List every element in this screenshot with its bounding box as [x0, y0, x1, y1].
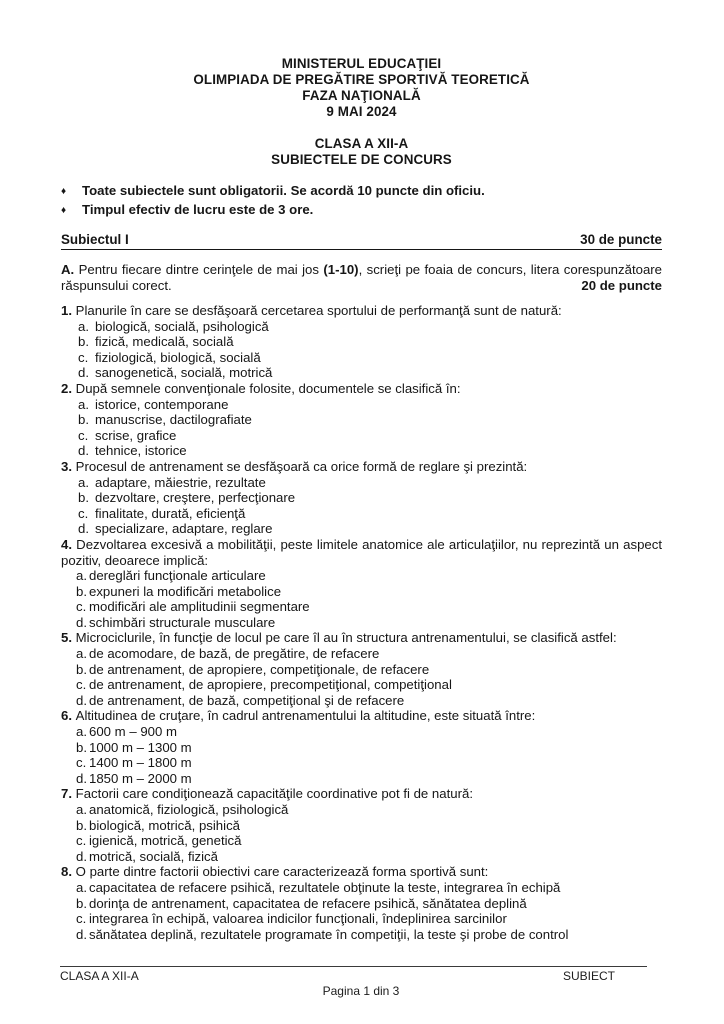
option-text: 1850 m – 2000 m [89, 770, 192, 786]
answer-option [61, 584, 662, 600]
question-number: 1. [61, 303, 76, 318]
question [61, 786, 662, 864]
option-letter: b. [76, 661, 87, 677]
option-letter: c. [78, 505, 89, 521]
answer-option [61, 677, 662, 693]
answer-option [61, 599, 662, 615]
option-text: modificări ale amplitudinii segmentare [89, 599, 310, 615]
answer-option [61, 506, 662, 522]
question-statement [61, 786, 662, 802]
answer-option [61, 818, 662, 834]
option-text: 1000 m – 1300 m [89, 739, 192, 755]
option-text: sănătatea deplină, rezultatele programate în competiţii, la teste şi probe de control [89, 926, 569, 942]
option-letter: d. [76, 692, 87, 708]
footer-subject-label: SUBIECT [562, 969, 615, 983]
question-number: 7. [61, 786, 76, 802]
header-line: FAZA NAŢIONALĂ [302, 88, 421, 103]
answer-option [61, 662, 662, 678]
option-text: 1400 m – 1800 m [89, 755, 192, 771]
answer-option [61, 755, 662, 771]
header-gap [61, 120, 662, 136]
option-letter: a. [78, 474, 89, 490]
part-a-text-segment: (1-10) [323, 262, 359, 277]
question-statement [61, 381, 662, 397]
option-text: manuscrise, dactilografiate [95, 412, 252, 428]
question-text: O parte dintre factorii obiectivi care caracterizează forma sportivă sunt: [75, 864, 489, 880]
question-number: 2. [61, 380, 76, 396]
option-text: sanogenetică, socială, motrică [95, 365, 273, 381]
option-text: finalitate, durată, eficienţă [95, 505, 246, 521]
answer-option [61, 490, 662, 506]
answer-option [61, 365, 662, 381]
question-text: Dezvoltarea excesivă a mobilităţii, peste limitele anatomice ale articulaţiilor, nu reprezintă un aspect pozitiv, deoarece implică: [61, 536, 662, 568]
part-a-points: 20 de puncte [581, 278, 662, 293]
option-text: igienică, motrică, genetică [89, 833, 242, 849]
answer-option [61, 833, 662, 849]
option-text: anatomică, fiziologică, psihologică [89, 802, 289, 817]
option-letter: a. [76, 879, 87, 895]
question [61, 630, 662, 708]
option-letter: d. [76, 770, 87, 786]
answer-option [61, 802, 662, 818]
option-letter: d. [78, 443, 89, 459]
part-a-text-segment: Pentru fiecare dintre cerinţele de mai jos [74, 262, 324, 277]
option-text: istorice, contemporane [95, 396, 229, 412]
option-letter: a. [78, 396, 89, 412]
answer-option [61, 521, 662, 537]
option-letter: b. [76, 895, 87, 911]
option-text: de antrenament, de apropiere, competiţionale, de refacere [89, 661, 430, 677]
page-content [61, 56, 662, 942]
option-letter: c. [78, 427, 89, 443]
part-a-text-segment: A. [61, 262, 75, 277]
section-title: Subiectul I [61, 232, 129, 247]
option-letter: c. [76, 755, 87, 771]
page-footer [60, 966, 662, 998]
question-number: 6. [61, 708, 76, 724]
footer-page-number: Pagina 1 din 3 [322, 984, 400, 998]
diamond-bullet-icon: ♦ [61, 186, 67, 197]
answer-option [61, 615, 662, 631]
option-letter: d. [76, 848, 87, 864]
question-number: 8. [61, 864, 76, 880]
answer-option [61, 740, 662, 756]
answer-option [61, 443, 662, 459]
option-text: fizică, medicală, socială [95, 334, 234, 350]
question-text: După semnele convenţionale folosite, documentele se clasifică în: [75, 380, 461, 396]
option-text: integrarea în echipă, valoarea indicilor funcţionali, îndeplinirea sarcinilor [89, 911, 507, 927]
option-text: fiziologică, biologică, socială [95, 349, 261, 365]
option-letter: a. [78, 318, 89, 334]
question [61, 303, 662, 381]
option-text: expuneri la modificări metabolice [89, 583, 282, 599]
question-text: Procesul de antrenament se desfăşoară ca orice formă de reglare şi prezintă: [75, 458, 528, 474]
option-text: de antrenament, de bază, competiţional şi de refacere [89, 692, 405, 708]
option-letter: a. [76, 568, 87, 584]
question-statement [61, 303, 662, 319]
instruction-item [61, 182, 662, 201]
answer-option [61, 771, 662, 787]
option-letter: b. [78, 334, 89, 350]
question-statement [61, 630, 662, 646]
option-text: specializare, adaptare, reglare [95, 521, 273, 537]
answer-option [61, 568, 662, 584]
question-number: 3. [61, 458, 76, 474]
option-text: de antrenament, de apropiere, precompetiţional, competiţional [89, 677, 452, 693]
answer-option [61, 428, 662, 444]
option-letter: b. [78, 490, 89, 506]
footer-row [60, 967, 662, 983]
question-statement [61, 459, 662, 475]
option-letter: c. [76, 911, 87, 927]
instruction-text: Timpul efectiv de lucru este de 3 ore. [82, 202, 314, 217]
answer-option [61, 350, 662, 366]
option-letter: a. [76, 646, 87, 662]
question [61, 381, 662, 459]
header-lines [61, 56, 662, 120]
option-text: 600 m – 900 m [89, 724, 177, 740]
option-text: tehnice, istorice [95, 443, 187, 459]
option-letter: a. [76, 724, 87, 740]
question-text: Planurile în care se desfăşoară cercetarea sportului de performanţă sunt de natură: [75, 303, 562, 318]
question [61, 459, 662, 537]
answer-option [61, 849, 662, 865]
question-text: Altitudinea de cruţare, în cadrul antrenamentului la altitudine, este situată între: [75, 708, 536, 724]
option-letter: b. [76, 583, 87, 599]
option-letter: d. [76, 614, 87, 630]
diamond-bullet-icon: ♦ [61, 205, 67, 216]
answer-option [61, 724, 662, 740]
question [61, 864, 662, 942]
option-letter: d. [76, 926, 87, 942]
option-letter: c. [76, 677, 87, 693]
question-text: Factorii care condiţionează capacităţile coordinative pot fi de natură: [75, 786, 473, 802]
option-text: dereglări funcţionale articulare [89, 568, 266, 584]
answer-option [61, 927, 662, 943]
option-text: scrise, grafice [95, 427, 177, 443]
answer-option [61, 646, 662, 662]
option-letter: d. [78, 365, 89, 381]
option-text: motrică, socială, fizică [89, 848, 218, 864]
option-letter: b. [76, 817, 87, 833]
subject-title: SUBIECTELE DE CONCURS [271, 152, 452, 167]
answer-option [61, 319, 662, 335]
question-number: 4. [61, 536, 77, 552]
option-text: biologică, motrică, psihică [89, 817, 240, 833]
option-text: biologică, socială, psihologică [95, 318, 269, 334]
option-text: dezvoltare, creştere, perfecţionare [95, 490, 296, 506]
section-header [61, 232, 662, 250]
answer-option [61, 693, 662, 709]
part-a-intro [61, 262, 662, 294]
question [61, 537, 662, 631]
part-a-text-segment: , scrieţi pe foaia de concurs, litera corespunzătoare răspunsului corect. [61, 262, 663, 293]
option-letter: c. [76, 599, 87, 615]
instructions-list [61, 182, 662, 220]
instruction-text: Toate subiectele sunt obligatorii. Se acordă 10 puncte din oficiu. [82, 183, 485, 198]
option-text: de acomodare, de bază, de pregătire, de refacere [89, 646, 380, 662]
answer-option [61, 896, 662, 912]
section-points: 30 de puncte [580, 232, 662, 247]
instruction-item [61, 201, 662, 220]
option-letter: b. [78, 412, 89, 428]
answer-option [61, 475, 662, 491]
option-text: capacitatea de refacere psihică, rezultatele obţinute la teste, integrarea în echipă [89, 879, 561, 895]
header-line: 9 MAI 2024 [326, 104, 397, 119]
question-statement [61, 537, 662, 568]
question-statement [61, 864, 662, 880]
question-statement [61, 708, 662, 724]
option-text: adaptare, măiestrie, rezultate [95, 474, 266, 490]
option-text: schimbări structurale musculare [89, 614, 276, 630]
answer-option [61, 334, 662, 350]
answer-option [61, 880, 662, 896]
question-text: Microciclurile, în funcţie de locul pe care îl au în structura antrenamentului, se clasifică astfel: [75, 630, 617, 646]
questions-list [61, 303, 662, 942]
answer-option [61, 397, 662, 413]
header-line: OLIMPIADA DE PREGĂTIRE SPORTIVĂ TEORETICĂ [193, 72, 530, 87]
option-letter: b. [76, 739, 87, 755]
question-number: 5. [61, 630, 76, 646]
part-a-text [61, 262, 662, 293]
option-letter: a. [76, 802, 87, 817]
option-letter: d. [78, 521, 89, 537]
footer-class-label: CLASA A XII-A [60, 969, 139, 983]
question [61, 708, 662, 786]
answer-option [61, 911, 662, 927]
document-header [61, 56, 662, 168]
class-title: CLASA A XII-A [314, 136, 409, 151]
option-letter: c. [78, 349, 89, 365]
answer-option [61, 412, 662, 428]
option-text: dorinţa de antrenament, capacitatea de refacere psihică, sănătatea deplină [89, 895, 527, 911]
header-line: MINISTERUL EDUCAŢIEI [281, 56, 442, 71]
option-letter: c. [76, 833, 87, 849]
